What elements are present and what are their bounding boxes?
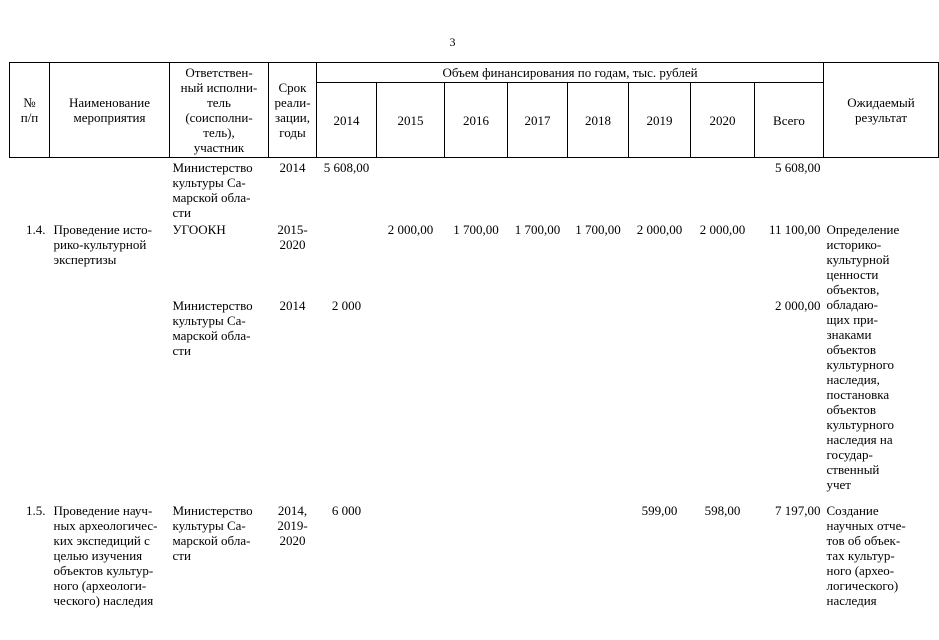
row-term: 2015- 2020	[277, 222, 308, 252]
header-year-2014: 2014	[317, 83, 377, 158]
row-name: Проведение науч- ных археологичес- ких экспедиций с целью изучения объектов культур- ного (археологи- ческого) наследия	[53, 503, 158, 608]
row-responsible: Министерство культуры Са- марской обла- сти	[172, 503, 253, 563]
row-value-2017	[508, 501, 568, 611]
header-term: Срок реали- зации, годы	[269, 63, 317, 158]
row-responsible: Министерство культуры Са- марской обла- сти	[172, 160, 253, 220]
row-name: Проведение исто- рико-культурной экспертизы	[53, 222, 152, 267]
row-value-2019	[629, 296, 691, 501]
header-year-2015: 2015	[377, 83, 445, 158]
header-total: Всего	[755, 83, 824, 158]
row-responsible: Министерство культуры Са- марской обла- сти	[172, 298, 253, 358]
row-value-2018	[568, 158, 629, 221]
header-year-2020: 2020	[691, 83, 755, 158]
header-name: Наименование мероприятия	[50, 63, 170, 158]
header-year-2019: 2019	[629, 83, 691, 158]
row-term: 2014	[279, 160, 306, 175]
header-year-2017: 2017	[508, 83, 568, 158]
row-value-2014: 6 000	[331, 503, 362, 518]
row-result: Определение историко- культурной ценности объектов, обладаю- щих при- знаками объектов культурного наследия, постановка объектов культурного наследия на государ- ственный учет	[826, 222, 900, 492]
row-value-2017	[508, 296, 568, 501]
row-name	[50, 158, 170, 221]
row-term: 2014, 2019- 2020	[277, 503, 308, 548]
row-value-2020: 598,00	[704, 503, 741, 518]
row-value-2016	[445, 296, 508, 501]
row-value-2020: 2 000,00	[699, 222, 746, 237]
row-value-2015	[377, 501, 445, 611]
row-value-2017	[508, 158, 568, 221]
table-row	[10, 220, 939, 296]
row-total: 5 608,00	[775, 160, 821, 175]
row-num: 1.5.	[26, 503, 46, 518]
row-value-2019	[629, 158, 691, 221]
table-row	[10, 501, 939, 611]
row-value-2017: 1 700,00	[514, 222, 561, 237]
page-number: 3	[449, 35, 456, 49]
row-value-2014: 5 608,00	[323, 160, 370, 175]
row-value-2018	[568, 296, 629, 501]
row-term: 2014	[279, 298, 306, 313]
row-value-2016	[445, 501, 508, 611]
row-total: 11 100,00	[768, 222, 821, 237]
row-value-2014	[317, 220, 377, 296]
header-year-2016: 2016	[445, 83, 508, 158]
header-funding-group: Объем финансирования по годам, тыс. рублей	[317, 63, 824, 83]
row-total: 2 000,00	[775, 298, 821, 313]
row-value-2015	[377, 158, 445, 221]
row-name	[50, 296, 170, 501]
row-num: 1.4.	[26, 222, 46, 237]
row-value-2019: 2 000,00	[636, 222, 683, 237]
row-value-2015: 2 000,00	[387, 222, 434, 237]
row-value-2018	[568, 501, 629, 611]
table-header	[10, 63, 939, 158]
row-num	[10, 296, 50, 501]
program-table	[9, 62, 939, 611]
row-value-2016	[445, 158, 508, 221]
row-value-2019: 599,00	[641, 503, 678, 518]
table-row	[10, 296, 939, 501]
row-result: Создание научных отче- тов об объек- тах культур- ного (архео- логического) наследия	[826, 503, 906, 608]
row-value-2018: 1 700,00	[575, 222, 621, 237]
row-total: 7 197,00	[775, 503, 821, 518]
header-responsible: Ответствен- ный исполни- тель (соисполни- тель), участник	[170, 63, 269, 158]
table-row	[10, 158, 939, 221]
row-value-2020	[691, 296, 755, 501]
header-num: № п/п	[10, 63, 50, 158]
header-year-2018: 2018	[568, 83, 629, 158]
row-value-2015	[377, 296, 445, 501]
row-value-2014: 2 000	[331, 298, 362, 313]
row-value-2016: 1 700,00	[453, 222, 499, 237]
row-result	[824, 158, 939, 221]
row-responsible: УГООКН	[172, 222, 226, 237]
row-value-2020	[691, 158, 755, 221]
row-num	[10, 158, 50, 221]
table-body	[10, 158, 939, 612]
header-result: Ожидаемый результат	[824, 63, 939, 158]
